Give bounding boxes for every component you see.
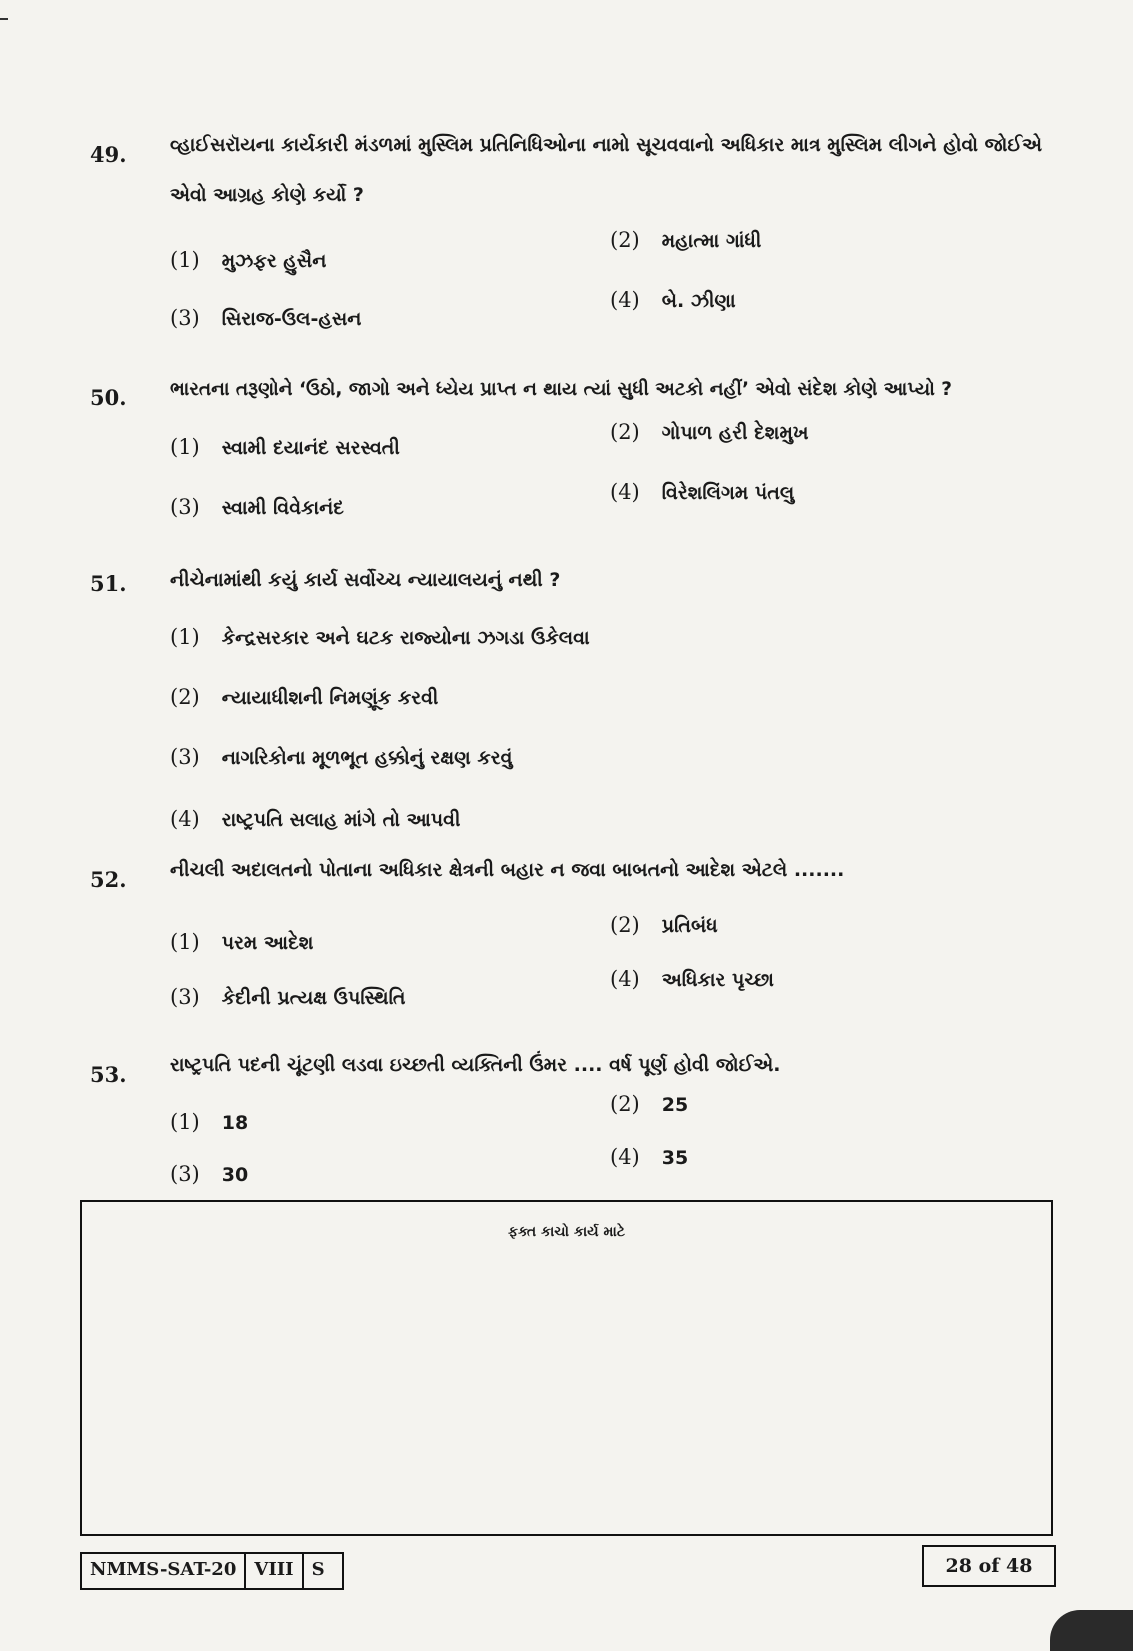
option-label: (3) xyxy=(170,745,200,769)
option-label: (1) xyxy=(170,1110,200,1134)
option-text: વિરેશલિંગમ પંતલુ xyxy=(661,482,795,504)
option-label: (1) xyxy=(170,625,200,649)
option-label: (1) xyxy=(170,248,200,272)
scan-shadow xyxy=(1050,1610,1133,1651)
rough-work-title: ફક્ત કાચો કાર્ય માટે xyxy=(508,1224,625,1240)
option-text: કેદીની પ્રત્યક્ષ ઉપસ્થિતિ xyxy=(221,987,406,1009)
option-4[interactable] xyxy=(610,967,774,991)
class-label: VIII xyxy=(246,1554,303,1588)
option-text: પ્રતિબંધ xyxy=(661,915,718,937)
option-4[interactable] xyxy=(170,807,460,831)
exam-code: NMMS-SAT-20 xyxy=(82,1554,246,1588)
option-2[interactable] xyxy=(610,1092,688,1116)
option-3[interactable] xyxy=(170,985,406,1009)
option-label: (2) xyxy=(610,1092,640,1116)
question-number: 51. xyxy=(90,571,127,596)
option-label: (1) xyxy=(170,435,200,459)
set-label: S xyxy=(311,1559,325,1580)
option-label: (2) xyxy=(170,685,200,709)
option-3[interactable] xyxy=(170,745,512,769)
option-3[interactable] xyxy=(170,306,361,330)
option-label: (2) xyxy=(610,228,640,252)
option-text: 18 xyxy=(221,1112,249,1134)
option-label: (4) xyxy=(610,288,640,312)
option-text: 30 xyxy=(221,1164,249,1186)
option-text: સિરાજ-ઉલ-હસન xyxy=(221,308,362,330)
option-4[interactable] xyxy=(610,288,736,312)
option-4[interactable] xyxy=(610,1145,688,1169)
option-2[interactable] xyxy=(610,228,761,252)
exam-code-box xyxy=(80,1552,344,1590)
question-number: 49. xyxy=(90,142,127,167)
option-text: મહાત્મા ગાંધી xyxy=(661,230,762,252)
option-label: (2) xyxy=(610,913,640,937)
option-text: 35 xyxy=(661,1147,689,1169)
option-1[interactable] xyxy=(170,435,400,459)
option-text: નાગરિકોના મૂળભૂત હક્કોનું રક્ષણ કરવું xyxy=(221,747,513,769)
option-text: 25 xyxy=(661,1094,689,1116)
option-1[interactable] xyxy=(170,625,590,649)
option-label: (4) xyxy=(610,480,640,504)
option-text: રાષ્ટ્રપતિ સલાહ માંગે તો આપવી xyxy=(221,809,461,831)
option-label: (3) xyxy=(170,985,200,1009)
question-number: 52. xyxy=(90,867,127,892)
corner-mark xyxy=(0,18,8,20)
question-text: રાષ્ટ્રપતિ પદની ચૂંટણી લડવા ઇચ્છતી વ્યક્તિની ઉંમર .... વર્ષ પૂર્ણ હોવી જોઈએ. xyxy=(170,1054,781,1076)
page-number: 28 of 48 xyxy=(922,1545,1056,1587)
option-2[interactable] xyxy=(170,685,438,709)
option-text: કેન્દ્રસરકાર અને ઘટક રાજ્યોના ઝગડા ઉકેલવા xyxy=(221,627,590,649)
option-label: (4) xyxy=(610,967,640,991)
option-text: બે. ઝીણા xyxy=(661,290,736,312)
question-text: ભારતના તરૂણોને ‘ઉઠો, જાગો અને ધ્યેય પ્રાપ્ત ન થાય ત્યાં સુધી અટકો નહીં’ એવો સંદેશ કોણે આપ્યો ? xyxy=(170,379,953,400)
option-1[interactable] xyxy=(170,248,326,272)
option-text: પરમ આદેશ xyxy=(221,932,314,954)
option-1[interactable] xyxy=(170,1110,248,1134)
question-text: નીચલી અદાલતનો પોતાના અધિકાર ક્ષેત્રની બહાર ન જવા બાબતનો આદેશ એટલે ....... xyxy=(170,859,845,881)
option-label: (4) xyxy=(610,1145,640,1169)
option-text: ન્યાયાધીશની નિમણૂંક કરવી xyxy=(221,687,439,709)
option-1[interactable] xyxy=(170,930,313,954)
option-text: મુઝફર હુસૈન xyxy=(221,250,327,272)
option-label: (3) xyxy=(170,306,200,330)
option-2[interactable] xyxy=(610,913,718,937)
option-2[interactable] xyxy=(610,420,808,444)
question-number: 53. xyxy=(90,1062,127,1087)
option-3[interactable] xyxy=(170,1162,248,1186)
option-label: (4) xyxy=(170,807,200,831)
question-number: 50. xyxy=(90,385,127,410)
option-4[interactable] xyxy=(610,480,794,504)
option-label: (2) xyxy=(610,420,640,444)
option-text: ગોપાળ હરી દેશમુખ xyxy=(661,422,809,444)
option-label: (3) xyxy=(170,1162,200,1186)
question-text: વ્હાઈસરૉયના કાર્યકારી મંડળમાં મુસ્લિમ પ્રતિનિધિઓના નામો સૂચવવાનો અધિકાર માત્ર મુસ્લિમ લીગને હોવો જોઈએ એવો આગ્રહ કોણે કર્યો ? xyxy=(170,134,1043,206)
option-3[interactable] xyxy=(170,495,344,519)
rough-work-box xyxy=(80,1200,1053,1536)
option-label: (3) xyxy=(170,495,200,519)
question-text: નીચેનામાંથી કયું કાર્ય સર્વોચ્ચ ન્યાયાલયનું નથી ? xyxy=(170,569,561,591)
option-text: સ્વામી વિવેકાનંદ xyxy=(221,497,344,519)
option-text: સ્વામી દયાનંદ સરસ્વતી xyxy=(221,437,400,459)
option-label: (1) xyxy=(170,930,200,954)
option-text: અધિકાર પૃચ્છા xyxy=(661,969,774,991)
